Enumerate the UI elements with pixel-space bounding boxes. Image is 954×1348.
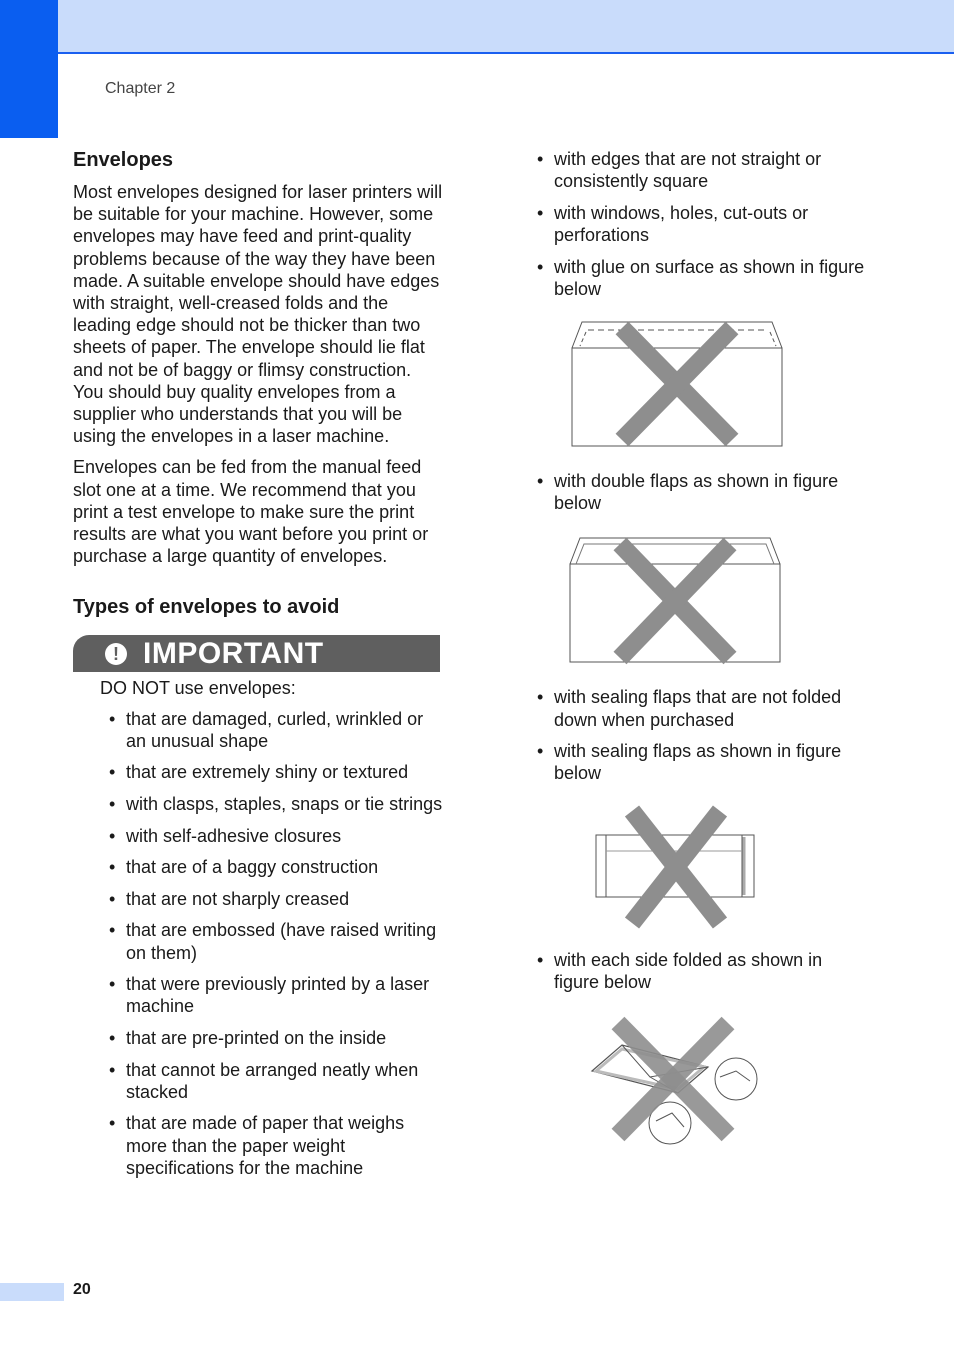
list-item: • that are not sharply creased: [100, 888, 443, 910]
list-item: • that cannot be arranged neatly when stacked: [100, 1059, 443, 1103]
chapter-label: Chapter 2: [105, 80, 176, 97]
paragraph-envelopes-intro: Most envelopes designed for laser printers will be suitable for your machine. However, some envelopes may have feed and print-quality problems because of the way they have been made. A suitable envelope should have edges with straight, well-creased folds and the leading edge should not be thicker than two sheets of paper. The envelope should lie flat and not be of baggy or flimsy construction. You should buy quality envelopes from a supplier who understands that you will be using the envelopes in a laser machine.: [73, 182, 443, 447]
figure-glue-surface-envelope: [568, 320, 868, 452]
list-item: • with sealing flaps that are not folded down when purchased: [528, 686, 868, 730]
avoid-list-each-side-folded: [528, 949, 868, 993]
list-item: • that were previously printed by a laser machine: [100, 973, 443, 1017]
list-item: • with double flaps as shown in figure below: [528, 470, 868, 514]
important-title: IMPORTANT: [143, 636, 324, 670]
list-item: • that are extremely shiny or textured: [100, 761, 443, 783]
list-item: • that are damaged, curled, wrinkled or an unusual shape: [100, 708, 443, 752]
figure-folded-sides-envelope: [588, 1015, 868, 1149]
avoid-list-double-flap: [528, 470, 868, 514]
list-item: • with sealing flaps as shown in figure below: [528, 740, 868, 784]
avoid-list-sealing-flaps: [528, 686, 868, 784]
chapter-tab-block: [0, 0, 58, 138]
figure-double-flap-envelope: [568, 536, 868, 668]
important-intro: DO NOT use envelopes:: [100, 678, 296, 699]
list-item: • that are embossed (have raised writing on them): [100, 919, 443, 963]
list-item: • that are of a baggy construction: [100, 856, 443, 878]
list-item: • with windows, holes, cut-outs or perforations: [528, 202, 868, 246]
avoid-list-continued: [528, 148, 868, 300]
list-item: • with self-adhesive closures: [100, 825, 443, 847]
exclamation-icon: !: [105, 643, 127, 665]
right-column: [528, 148, 868, 1149]
list-item: • with clasps, staples, snaps or tie strings: [100, 793, 443, 815]
left-column: [73, 148, 443, 1188]
page-number-tab: [0, 1283, 64, 1301]
page-number: 20: [73, 1281, 91, 1298]
important-banner: [73, 635, 440, 672]
avoid-list: [100, 708, 443, 1179]
figure-sealing-flap-envelope: [594, 805, 868, 931]
header-band: [58, 0, 954, 54]
paragraph-manual-feed: Envelopes can be fed from the manual feed slot one at a time. We recommend that you print a test envelope to make sure the print results are what you want before you print or purchase a large quantity of envelopes.: [73, 457, 429, 567]
list-item: • that are made of paper that weighs more than the paper weight specifications for the machine: [100, 1112, 443, 1179]
list-item: • with edges that are not straight or consistently square: [528, 148, 868, 192]
list-item: • with glue on surface as shown in figure below: [528, 256, 868, 300]
important-body: [73, 672, 443, 1179]
heading-envelopes: Envelopes: [73, 149, 174, 171]
list-item: • that are pre-printed on the inside: [100, 1027, 443, 1049]
heading-types-to-avoid: Types of envelopes to avoid: [73, 596, 340, 619]
list-item: • with each side folded as shown in figure below: [528, 949, 868, 993]
